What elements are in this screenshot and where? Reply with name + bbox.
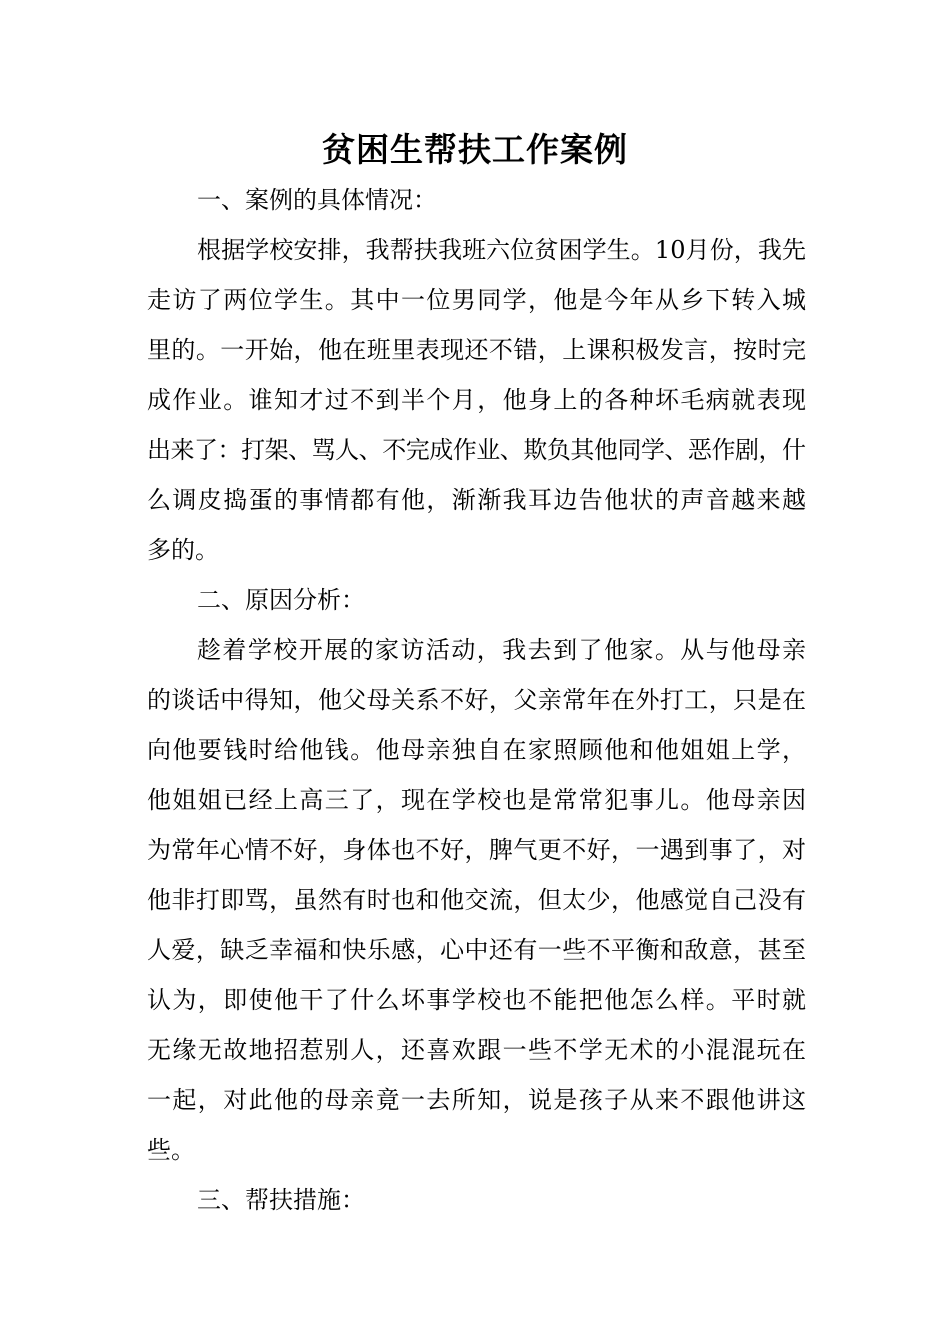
paragraph-2-line-8: 认为，即使他干了什么坏事学校也不能把他怎么样。平时就 — [147, 986, 808, 1014]
section-heading-2: 二、原因分析： — [197, 586, 365, 614]
paragraph-1-line-2: 走访了两位学生。其中一位男同学，他是今年从乡下转入城 — [147, 286, 808, 314]
paragraph-2-line-9: 无缘无故地招惹别人，还喜欢跟一些不学无术的小混混玩在 — [147, 1036, 808, 1064]
paragraph-2-line-7: 人爱，缺乏幸福和快乐感，心中还有一些不平衡和敌意，甚至 — [147, 936, 807, 964]
paragraph-1-line-4: 成作业。谁知才过不到半个月，他身上的各种坏毛病就表现 — [147, 386, 808, 414]
paragraph-2-line-1: 趁着学校开展的家访活动，我去到了他家。从与他母亲 — [197, 636, 808, 664]
paragraph-2-line-11: 些。 — [147, 1136, 195, 1164]
paragraph-2-line-10: 一起，对此他的母亲竟一去所知，说是孩子从来不跟他讲这 — [147, 1086, 808, 1114]
section-heading-1: 一、案例的具体情况： — [197, 186, 437, 214]
paragraph-1-line-6: 么调皮捣蛋的事情都有他，渐渐我耳边告他状的声音越来越 — [147, 486, 808, 514]
paragraph-1-line-3: 里的。一开始，他在班里表现还不错，上课积极发言，按时完 — [147, 336, 807, 364]
section-heading-3: 三、帮扶措施： — [197, 1186, 365, 1214]
paragraph-2-line-2: 的谈话中得知，他父母关系不好，父亲常年在外打工，只是在 — [147, 686, 807, 714]
paragraph-1-line-1: 根据学校安排，我帮扶我班六位贫困学生。10月份，我先 — [197, 236, 807, 264]
paragraph-1-line-7: 多的。 — [147, 536, 219, 564]
paragraph-2-line-5: 为常年心情不好，身体也不好，脾气更不好，一遇到事了，对 — [147, 836, 807, 864]
document-title: 贫困生帮扶工作案例 — [322, 130, 628, 169]
paragraph-2-line-4: 他姐姐已经上高三了，现在学校也是常常犯事儿。他母亲因 — [147, 786, 808, 814]
paragraph-2-line-3: 向他要钱时给他钱。他母亲独自在家照顾他和他姐姐上学， — [147, 736, 808, 764]
paragraph-1-line-5: 出来了：打架、骂人、不完成作业、欺负其他同学、恶作剧，什 — [147, 436, 806, 464]
paragraph-2-line-6: 他非打即骂，虽然有时也和他交流，但太少，他感觉自己没有 — [147, 886, 807, 914]
